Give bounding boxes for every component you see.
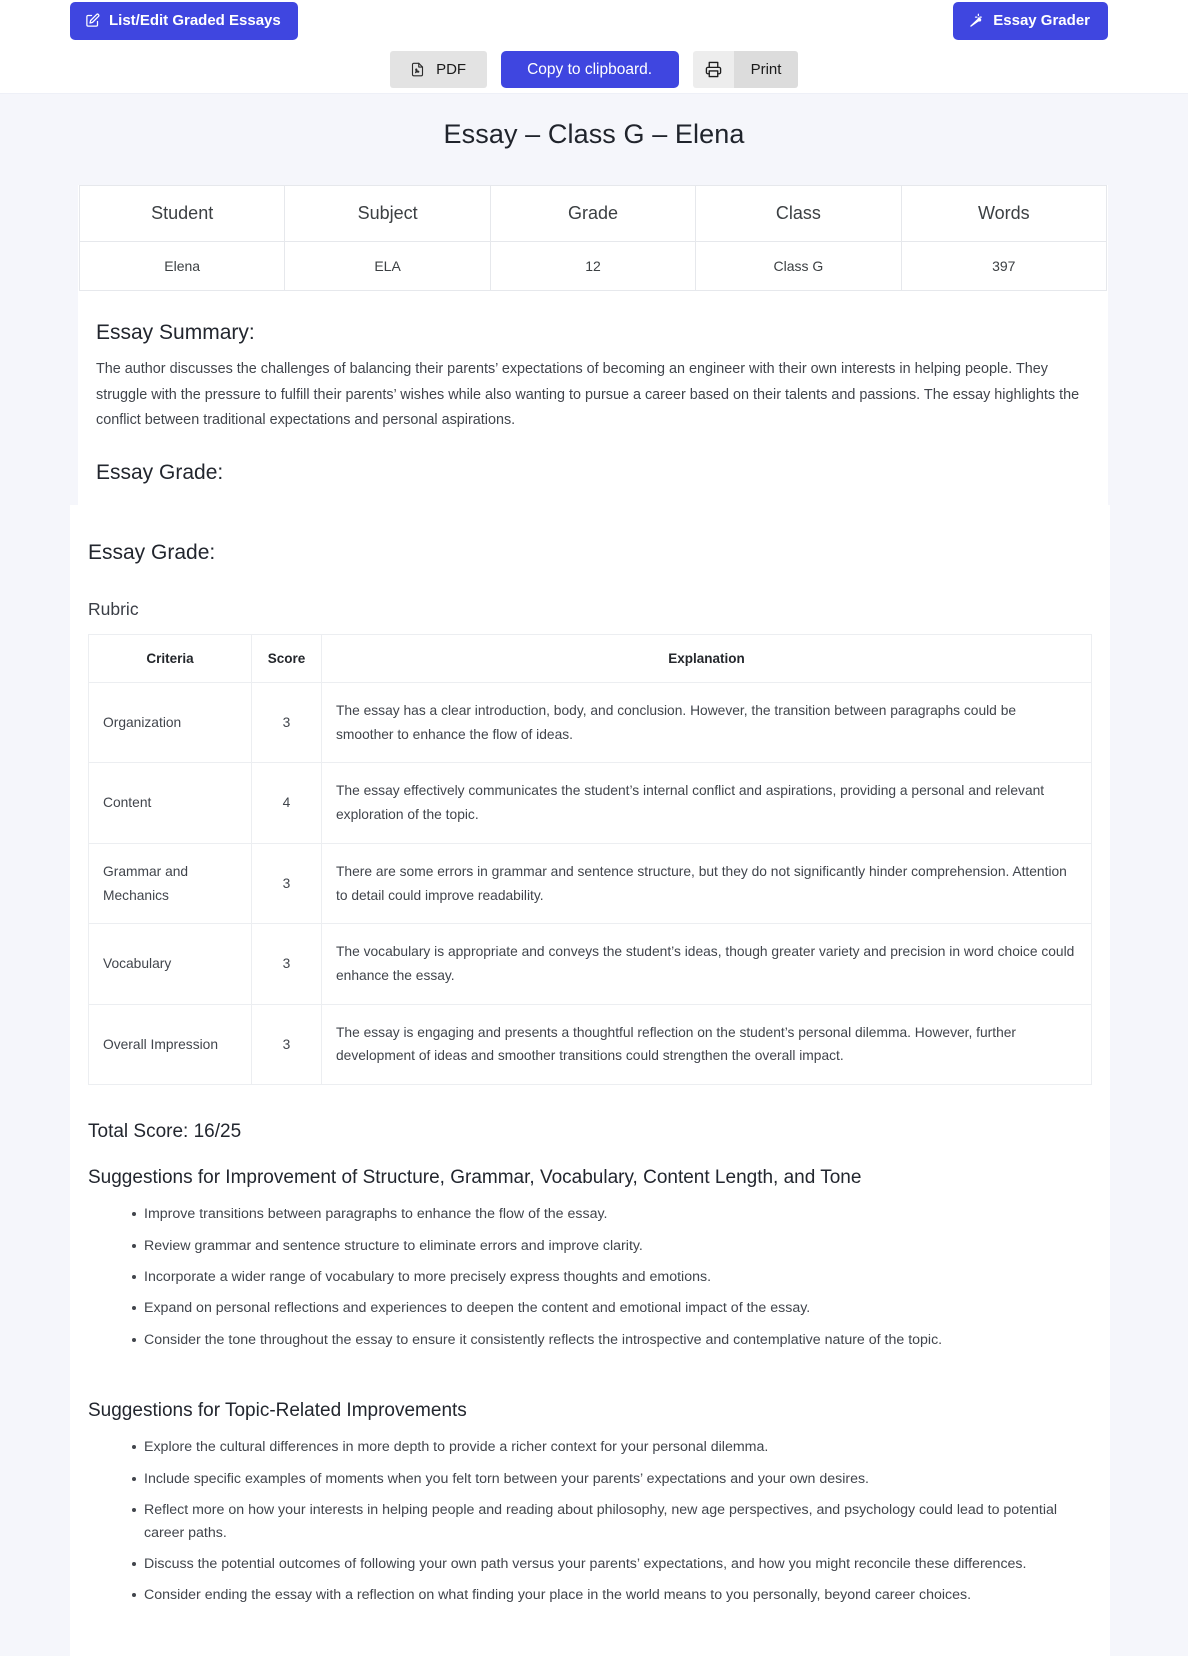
rubric-column-header-explanation: Explanation (322, 634, 1092, 682)
rubric-column-header-score: Score (252, 634, 322, 682)
essay-grade-card (70, 505, 1110, 1656)
rubric-cell-criteria: Overall Impression (89, 1004, 252, 1084)
copy-to-clipboard-button[interactable] (501, 51, 679, 88)
essay-grader-label: Essay Grader (993, 12, 1090, 29)
cell-grade: 12 (490, 242, 695, 291)
rubric-table-body (89, 682, 1092, 1084)
essay-summary-heading: Essay Summary: (96, 321, 255, 344)
rubric-cell-score: 4 (252, 763, 322, 843)
pdf-export-label: PDF (436, 61, 467, 78)
printer-icon[interactable] (693, 51, 734, 88)
print-button[interactable]: Print (734, 51, 799, 88)
essay-overview-card (78, 185, 1108, 505)
list-item: Explore the cultural differences in more depth to provide a richer context for your personal dilemma. (132, 1436, 1096, 1467)
rubric-header-row (89, 634, 1092, 682)
list-edit-graded-essays-button[interactable] (70, 2, 298, 40)
list-item: Discuss the potential outcomes of following your own path versus your parents’ expectations, and how you might reconcile these differences. (132, 1553, 1096, 1584)
rubric-cell-score: 3 (252, 843, 322, 923)
list-item: Reflect more on how your interests in helping people and reading about philosophy, new age perspectives, and psychology could lead to potential career paths. (132, 1499, 1096, 1553)
edit-square-icon (85, 13, 100, 28)
table-row (89, 924, 1092, 1004)
list-item: Expand on personal reflections and experiences to deepen the content and emotional impact of the essay. (132, 1297, 1096, 1328)
rubric-cell-explanation: The vocabulary is appropriate and conveys the student’s ideas, though greater variety and precision in word choice could enhance the essay. (322, 924, 1092, 1004)
document-page (0, 94, 1188, 1656)
cell-words: 397 (901, 242, 1106, 291)
rubric-cell-explanation: The essay has a clear introduction, body, and conclusion. However, the transition between paragraphs could be smoother to enhance the flow of ideas. (322, 682, 1092, 762)
rubric-cell-criteria: Content (89, 763, 252, 843)
rubric-cell-score: 3 (252, 682, 322, 762)
column-header-grade: Grade (490, 186, 695, 242)
rubric-cell-criteria: Organization (89, 682, 252, 762)
rubric-cell-criteria: Vocabulary (89, 924, 252, 1004)
table-row (89, 763, 1092, 843)
print-button-group[interactable] (693, 51, 799, 88)
table-header-row (80, 186, 1107, 242)
total-score-text: Total Score: 16/25 (88, 1121, 242, 1143)
suggestions-topic-heading: Suggestions for Topic-Related Improvements (88, 1400, 467, 1422)
essay-grade-heading-top: Essay Grade: (96, 460, 224, 484)
rubric-column-header-criteria: Criteria (89, 634, 252, 682)
rubric-cell-score: 3 (252, 1004, 322, 1084)
pdf-file-icon (410, 61, 425, 78)
table-row (80, 242, 1107, 291)
list-item: Include specific examples of moments when you felt torn between your parents’ expectations and your own desires. (132, 1468, 1096, 1499)
table-row (89, 843, 1092, 923)
essay-grader-button[interactable] (953, 2, 1108, 40)
list-item: Consider the tone throughout the essay to ensure it consistently reflects the introspective and contemplative nature of the topic. (132, 1329, 1096, 1360)
magic-wand-icon (969, 13, 984, 28)
rubric-cell-explanation: The essay is engaging and presents a thoughtful reflection on the student’s personal dilemma. However, further development of ideas and smoother transitions could strengthen the overall impact. (322, 1004, 1092, 1084)
rubric-table (88, 634, 1092, 1085)
list-item: Incorporate a wider range of vocabulary to more precisely express thoughts and emotions. (132, 1266, 1096, 1297)
column-header-student: Student (80, 186, 285, 242)
suggestions-structure-heading: Suggestions for Improvement of Structure, Grammar, Vocabulary, Content Length, and Tone (88, 1167, 862, 1189)
list-item: Consider ending the essay with a reflection on what finding your place in the world means to you personally, beyond career choices. (132, 1584, 1096, 1615)
list-edit-graded-essays-label: List/Edit Graded Essays (109, 12, 281, 29)
student-info-table (79, 185, 1107, 291)
rubric-cell-explanation: The essay effectively communicates the student’s internal conflict and aspirations, providing a personal and relevant exploration of the topic. (322, 763, 1092, 843)
cell-subject: ELA (285, 242, 490, 291)
list-item: Improve transitions between paragraphs to enhance the flow of the essay. (132, 1203, 1096, 1234)
top-navigation-bar (0, 0, 1188, 94)
copy-to-clipboard-label: Copy to clipboard. (527, 60, 653, 78)
suggestions-structure-list (70, 1203, 1110, 1360)
rubric-cell-explanation: There are some errors in grammar and sentence structure, but they do not significantly hinder comprehension. Attention to detail could improve readability. (322, 843, 1092, 923)
rubric-heading: Rubric (88, 598, 139, 619)
suggestions-topic-list (70, 1436, 1110, 1616)
rubric-cell-score: 3 (252, 924, 322, 1004)
table-row (89, 682, 1092, 762)
pdf-export-button[interactable] (390, 51, 487, 88)
list-item: Review grammar and sentence structure to eliminate errors and improve clarity. (132, 1235, 1096, 1266)
table-row (89, 1004, 1092, 1084)
document-action-toolbar (0, 51, 1188, 88)
column-header-class: Class (696, 186, 901, 242)
column-header-subject: Subject (285, 186, 490, 242)
column-header-words: Words (901, 186, 1106, 242)
page-title: Essay – Class G – Elena (443, 119, 745, 149)
cell-class: Class G (696, 242, 901, 291)
essay-grade-heading: Essay Grade: (88, 540, 216, 564)
essay-summary-text: The author discusses the challenges of balancing their parents’ expectations of becoming an engineer with their own interests in helping people. They struggle with the pressure to fulfill their parents’ wishes while also wanting to pursue a career based on their talents and passions. The essay highlights the conflict between traditional expectations and personal aspirations. (96, 361, 1080, 429)
cell-student: Elena (80, 242, 285, 291)
rubric-cell-criteria: Grammar and Mechanics (89, 843, 252, 923)
